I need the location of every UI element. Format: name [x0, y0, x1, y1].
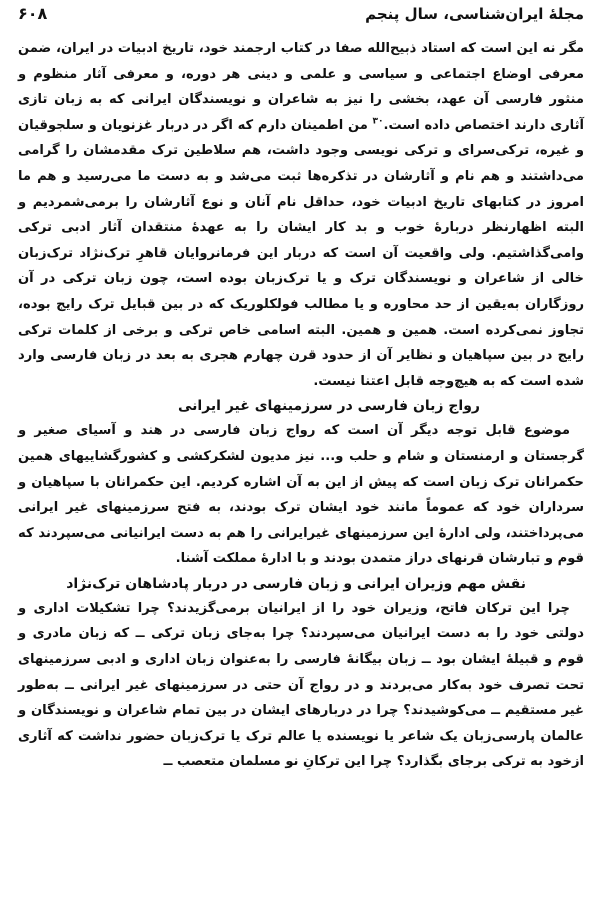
page-number: ۶۰۸: [18, 4, 48, 23]
running-title: مجلهٔ ایران‌شناسی، سال پنجم: [365, 5, 584, 23]
section-heading-persian-outside-iran: رواج زبان فارسی در سرزمینهای غیر ایرانی: [177, 398, 480, 415]
paragraph-1-text-a: مگر نه این است که استاد ذبیح‌الله صفا در کتاب ارجمند خود، تاریخ ادبیات در ایران، ضمن معرفی اوضاع اجتماعی و سیاسی و علمی و دینی هر دوره، و معرفی آثار منظوم و منثور فارسی آن عهد، بخشی را نیز به شاعران و نویسندگان ایرانی که به زبان تازی آثاری دارند اختصاص داده است.: [18, 41, 584, 133]
paragraph-3: چرا این ترکان فاتح، وزیران خود را از ایرانیان برمی‌گزیدند؟ چرا تشکیلات اداری و دولتی خود را به دست ایرانیان می‌سپردند؟ چرا به‌جای زبان ترکی ــ که زبان مادری و قوم و قبیلهٔ ایشان بود ــ زبان بیگانهٔ فارسی را به‌عنوان زبان اداری و ادبی سرزمینهای تحت تصرف خود به‌کار می‌بردند و در رواج آن حتی در سرزمینهای غیر ایرانی ــ به‌طور غیر مستقیم ــ می‌کوشیدند؟ چرا در دربارهای ایشان در بین تمام شاعران و نویسندگان و عالمان پارسی‌زبان یک شاعر یا نویسنده یا عالم ترک یا ترک‌زبان حضور نداشت که آثاری ازخود به ترکی برجای بگذارد؟ چرا این ترکانِ نو مسلمان متعصب ــ: [18, 600, 584, 770]
paragraph-1: [18, 36, 584, 394]
paragraph-1-text-b: من اطمینان دارم که اگر در دربار غزنویان و سلجوقیان و غیره، ترکی‌سرای و ترکی نویسی وجود داشت، هم سلاطین ترک مقدمشان را گرامی می‌داشتند و هم نام و آثارشان در تذکره‌ها ثبت می‌شد و به دست ما می‌رسید و هم ما امروز در کتابهای تاریخ ادبیات خود، حداقل نام آنان و نوع آثارشان را برمی‌شمردیم و البته اظهارنظر دربارهٔ خوب و بد کار ایشان را به عهدهٔ منتقدان آثار ادبی ترکی وامی‌گذاشتیم. ولی واقعیت آن است که دربار این فرمانروایان قاهرِ ترک‌نژاد ترک‌زبان خالی از شاعران و نویسندگان ترک و یا ترک‌زبان بوده است، چون زبان ترکی در آن روزگاران به‌یقین از حد محاوره و یا مطالب فولکلوریک که در بین قبایل ترک رایج بوده، تجاوز نمی‌کرده است. همین و همین. البته اسامی خاص ترکی و برخی از کلمات ترکی رایج در بین سپاهیان و نظایر آن از حدود قرن چهارم هجری به بعد در زبان فارسی وارد شده است که به هیچ‌وجه قابل اعتنا نیست.: [18, 117, 584, 389]
paragraph-2: موضوع قابل توجه دیگر آن است که رواج زبان فارسی در هند و آسیای صغیر و گرجستان و ارمنستان و شام و حلب و... نیز مدیون لشکرکشی و کشورگشاییهای همین حکمرانان ترک زبان است که پیش از این به آن اشاره کردیم. این حکمرانان با سپاهیان و سرداران خود که عموماً مانند خود ایشان ترک بودند، به فتح سرزمینهای غیر ایرانی می‌پرداختند، ولی ادارهٔ این سرزمینهای غیرایرانی را هم به دست ایرانیانی می‌سپردند که قوم و تبارشان قرنهای دراز متمدن بودند و با ادارهٔ مملکت آشنا.: [18, 423, 584, 567]
footnote-ref: ۳۰: [372, 116, 384, 127]
section-heading-iranian-ministers: نقش مهم وزیران ایرانی و زبان فارسی در دربار پادشاهان ترک‌نژاد: [66, 575, 526, 592]
page-header: [18, 4, 584, 34]
article-body: [18, 36, 584, 775]
